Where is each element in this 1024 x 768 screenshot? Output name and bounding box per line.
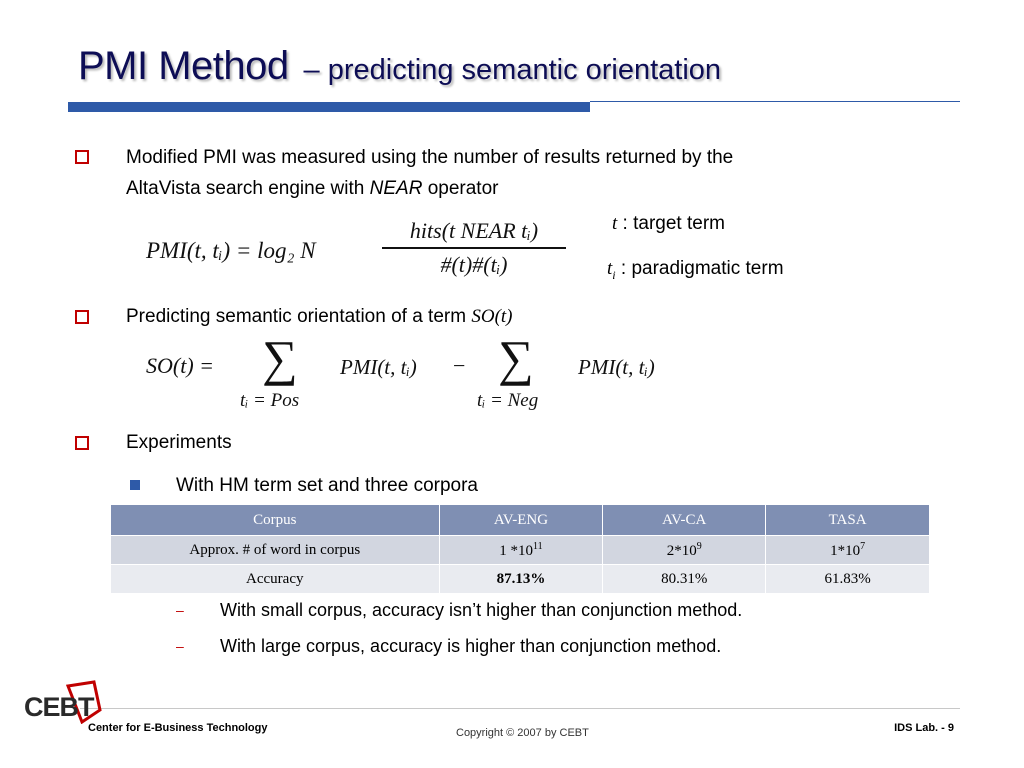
- legend-target-term: [612, 213, 725, 235]
- cell-base: 2*10: [666, 542, 697, 559]
- sum-1-term: PMI(t, tᵢ): [340, 355, 417, 379]
- title-underline-thick: [68, 102, 590, 112]
- pmi-numerator: hits(t NEAR tᵢ): [409, 218, 539, 243]
- legend-symbol-sub: i: [612, 267, 616, 282]
- slide-title-main: PMI Method: [78, 44, 289, 88]
- legend-symbol-t: t: [612, 213, 618, 234]
- cell-exponent: 9: [696, 540, 702, 552]
- bullet-square-icon: [75, 436, 89, 450]
- table-header-cell: AV-ENG: [439, 505, 603, 536]
- pmi-formula-lhs: PMI(t, tᵢ) = log₂ N: [146, 238, 316, 263]
- corpus-results-table: [110, 504, 930, 594]
- legend-paradigmatic-term: [607, 258, 784, 283]
- table-cell: 87.13%: [439, 565, 603, 594]
- bullet-1-suffix: operator: [422, 178, 499, 199]
- dash-bullet-icon: –: [176, 602, 184, 618]
- sub-bullet-text: With HM term set and three corpora: [176, 475, 478, 496]
- legend-symbol-ti: t: [607, 258, 613, 279]
- bullet-1-text: [126, 142, 733, 204]
- sum-symbol-2: ∑: [498, 330, 534, 386]
- table-header-cell: AV-CA: [603, 505, 766, 536]
- title-underline-thin: [590, 101, 960, 102]
- sub-bullet-square-icon: [130, 480, 140, 490]
- table-cell: [766, 536, 930, 565]
- table-header-cell: Corpus: [111, 505, 440, 536]
- footer-divider: [80, 708, 960, 709]
- table-cell: 80.31%: [603, 565, 766, 594]
- table-row: [111, 565, 930, 594]
- cell-base: 1 *10: [499, 542, 533, 559]
- sum-2-range: tᵢ = Neg: [477, 390, 539, 411]
- bullet-1-line-2: [126, 173, 733, 204]
- cell-base: 1*10: [830, 542, 861, 559]
- minus-sign: −: [453, 353, 466, 378]
- cell-exponent: 7: [860, 540, 866, 552]
- table-cell: [439, 536, 603, 565]
- sum-2-term: PMI(t, tᵢ): [578, 355, 655, 379]
- table-cell: [603, 536, 766, 565]
- slide-title-sub: – predicting semantic orientation: [303, 54, 722, 86]
- sum-symbol-1: ∑: [262, 330, 298, 386]
- bullet-square-icon: [75, 310, 89, 324]
- table-header-row: [111, 505, 930, 536]
- table-cell: Accuracy: [111, 565, 440, 594]
- table-cell: 61.83%: [766, 565, 930, 594]
- slide-title: [78, 44, 721, 89]
- cebt-logo-text: CEBT: [24, 692, 94, 722]
- table-row: [111, 536, 930, 565]
- table-header-cell: TASA: [766, 505, 930, 536]
- bullet-square-icon: [75, 150, 89, 164]
- cell-exponent: 11: [533, 540, 543, 552]
- legend-paradigmatic-text: : paradigmatic term: [615, 258, 784, 279]
- footer-organization: Center for E-Business Technology: [88, 722, 268, 734]
- footer-copyright: Copyright © 2007 by CEBT: [456, 727, 589, 739]
- sum-1-range: tᵢ = Pos: [240, 390, 300, 411]
- dash-bullet-icon: –: [176, 638, 184, 654]
- fraction-bar: [382, 247, 566, 249]
- bullet-2-label: Predicting semantic orientation of a term: [126, 306, 472, 327]
- so-formula-lhs: SO(t) =: [146, 353, 214, 378]
- legend-target-text: : target term: [617, 213, 725, 234]
- footer-page-number: IDS Lab. - 9: [894, 722, 954, 734]
- dash-item-2: With large corpus, accuracy is higher than conjunction method.: [220, 636, 722, 656]
- so-term: SO(t): [471, 306, 513, 327]
- bullet-1-prefix: AltaVista search engine with: [126, 178, 370, 199]
- pmi-denominator: #(t)#(tᵢ): [440, 251, 508, 277]
- bullet-2-text: [126, 301, 513, 332]
- near-operator: NEAR: [369, 178, 423, 199]
- table-cell: Approx. # of word in corpus: [111, 536, 440, 565]
- bullet-3-text: Experiments: [126, 432, 232, 453]
- bullet-1-line-1: Modified PMI was measured using the number of results returned by the: [126, 147, 734, 168]
- pmi-formula-fraction: [382, 218, 566, 278]
- dash-item-1: With small corpus, accuracy isn’t higher than conjunction method.: [220, 600, 743, 620]
